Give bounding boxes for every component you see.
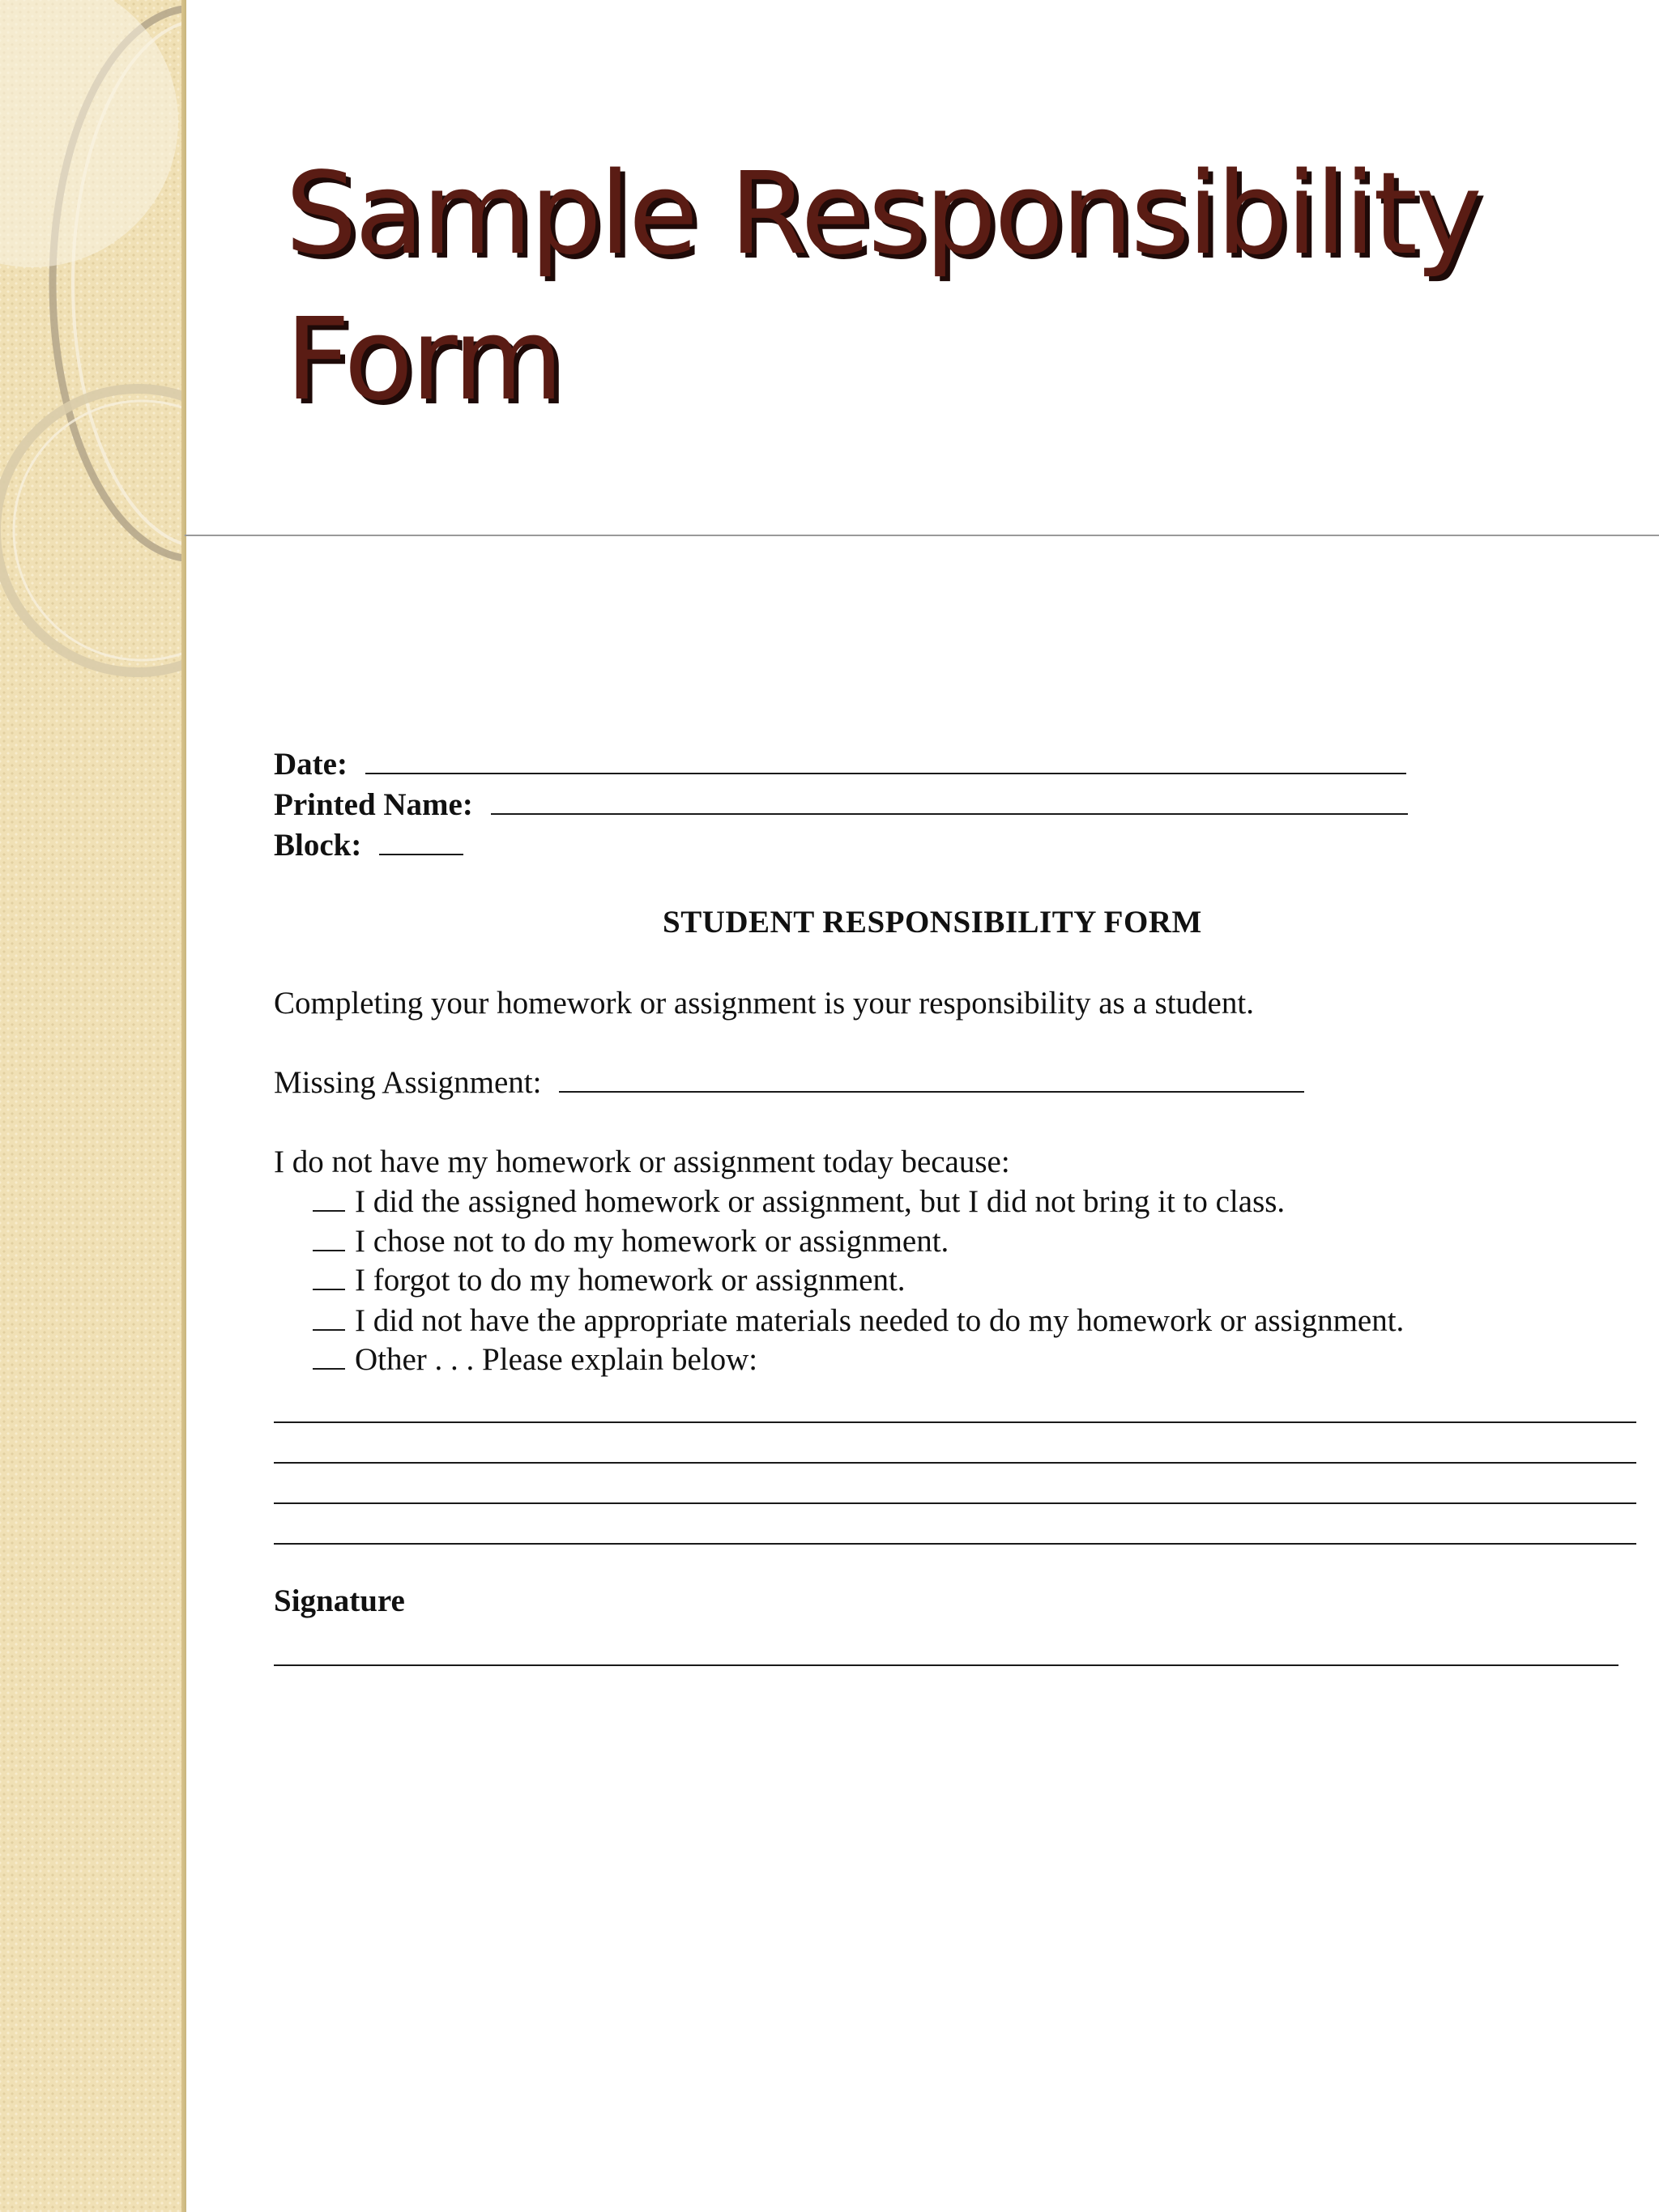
printed-name-row — [274, 786, 1408, 825]
option-blank — [313, 1368, 345, 1370]
option-text: I forgot to do my homework or assignment. — [355, 1263, 906, 1298]
option-blank — [313, 1250, 345, 1251]
intro-text: Completing your homework or assignment is your responsibility as a student. — [274, 986, 1254, 1021]
block-label: Block: — [274, 828, 362, 863]
title-divider — [185, 535, 1659, 536]
sidebar-edge — [181, 0, 186, 2212]
option-item — [313, 1261, 906, 1300]
explanation-line — [274, 1421, 1636, 1423]
printed-name-label: Printed Name: — [274, 787, 473, 822]
title-line-1: Sample Responsibility — [285, 148, 1480, 280]
reason-prompt: I do not have my homework or assignment today because: — [274, 1144, 1010, 1179]
explanation-line — [274, 1502, 1636, 1504]
option-item — [313, 1222, 949, 1261]
explanation-line — [274, 1543, 1636, 1545]
explanation-line — [274, 1462, 1636, 1464]
form-heading: STUDENT RESPONSIBILITY FORM — [663, 905, 1202, 940]
soft-highlight — [0, 0, 178, 267]
missing-assignment-label: Missing Assignment: — [274, 1065, 542, 1100]
slide-title — [285, 142, 1549, 433]
date-blank — [365, 773, 1406, 774]
signature-line — [274, 1664, 1618, 1666]
missing-assignment-row — [274, 1063, 1304, 1102]
option-blank — [313, 1289, 345, 1290]
date-row — [274, 745, 1406, 784]
date-label: Date: — [274, 747, 348, 782]
option-item — [313, 1183, 1285, 1221]
missing-assignment-blank — [559, 1091, 1304, 1093]
option-blank — [313, 1210, 345, 1212]
signature-label: Signature — [274, 1583, 405, 1618]
option-item — [313, 1340, 757, 1379]
option-item — [313, 1302, 1404, 1340]
option-blank — [313, 1329, 345, 1331]
title-line-2: Form — [285, 294, 561, 426]
printed-name-blank — [491, 813, 1408, 815]
block-blank — [379, 854, 463, 855]
option-text: I chose not to do my homework or assignment. — [355, 1224, 949, 1259]
option-text: I did not have the appropriate materials needed to do my homework or assignment. — [355, 1303, 1405, 1338]
option-text: Other . . . Please explain below: — [355, 1342, 758, 1377]
decorative-rings — [0, 0, 185, 729]
decorative-sidebar — [0, 0, 185, 2212]
option-text: I did the assigned homework or assignment, but I did not bring it to class. — [355, 1184, 1286, 1219]
block-row — [274, 826, 463, 865]
